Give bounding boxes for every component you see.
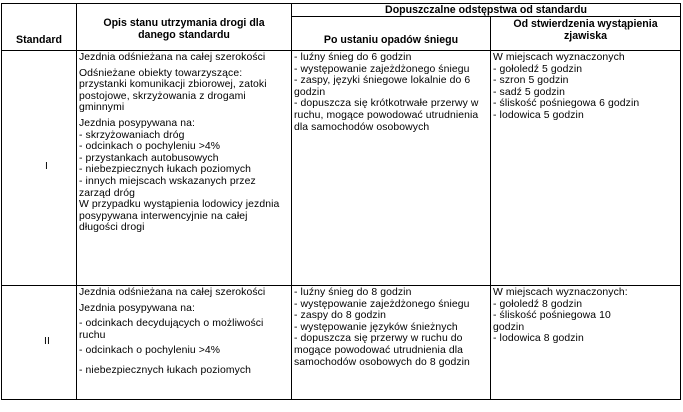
text-line: długości drogi — [79, 222, 145, 234]
text-line: - niebezpiecznych łukach poziomych — [79, 164, 252, 176]
text-line: Odśnieżane obiekty towarzyszące: — [79, 67, 243, 79]
col-divider-1 — [76, 3, 77, 400]
text-line: ruchu — [79, 329, 106, 341]
text-line: - gołoledź 5 godzin — [493, 63, 583, 75]
text-line: - zaspy do 8 godzin — [294, 310, 387, 322]
table-border-right — [680, 3, 681, 400]
header-subdivider — [291, 16, 681, 17]
text-line: W przypadku wystąpienia lodowicy jezdnia — [79, 199, 280, 211]
text-line: ruchu, mogące powodować utrudnienia — [294, 109, 479, 121]
header-po-ustaniu: Po ustaniu opadów śniegu — [323, 34, 459, 46]
text-line: - innych miejscach wskazanych przez — [79, 175, 256, 187]
col-divider-3 — [490, 16, 491, 400]
text-line: - sadź 5 godzin — [493, 86, 565, 98]
header-opis-line2: danego standardu — [138, 29, 230, 41]
text-line: - lodowica 8 godzin — [493, 333, 584, 345]
text-line: zarząd dróg — [79, 187, 135, 199]
row1-od-stwierdzenia-cell — [493, 52, 639, 122]
text-line: - dopuszcza się krótkotrwałe przerwy w — [294, 98, 479, 110]
text-line: samochodów osobowych do 8 godzin — [294, 356, 470, 368]
header-bottom-line — [1, 50, 681, 51]
text-line: gminnymi — [79, 102, 125, 114]
table-border-bottom — [1, 399, 681, 400]
text-line: Jezdnia odśnieżana na całej szerokości — [79, 52, 266, 63]
text-line: mogące powodować utrudnienia dla — [294, 344, 463, 356]
header-opis-line1: Opis stanu utrzymania drogi dla — [103, 17, 265, 29]
text-line: - gołoledź 8 godzin — [493, 298, 583, 310]
text-line: - śliskość pośniegowa 10 — [493, 310, 611, 322]
text-line: - występowanie języków śnieżnych — [294, 321, 458, 333]
text-line: posypywana interwencyjnie na całej — [79, 210, 248, 222]
header-dopuszczalne: Dopuszczalne odstępstwa od standardu — [385, 4, 587, 16]
row-standard-label: I — [45, 161, 48, 172]
header-od-stwierdzenia-line2: zjawiska — [564, 30, 607, 42]
text-line: - skrzyżowaniach dróg — [79, 129, 185, 141]
row1-po-ustaniu-cell — [294, 52, 479, 133]
text-line: W miejscach wyznaczonych — [493, 52, 625, 63]
text-line: - występowanie zajeżdżonego śniegu — [294, 63, 470, 75]
row-standard-label: II — [44, 336, 50, 347]
text-line: - niebezpiecznych łukach poziomych — [79, 364, 252, 376]
row1-opis-cell — [79, 52, 279, 234]
row2-od-stwierdzenia-cell — [493, 287, 628, 345]
text-line: - zaspy, języki śniegowe lokalnie do 6 — [294, 75, 471, 87]
text-line: Jezdnia posypywana na: — [79, 302, 195, 314]
text-line: - luźny śnieg do 8 godzin — [294, 287, 412, 298]
text-line: przystanki komunikacji zbiorowej, zatoki — [79, 79, 267, 91]
text-line: - występowanie zajeżdżonego śniegu — [294, 298, 470, 310]
text-line: - śliskość pośniegowa 6 godzin — [493, 98, 640, 110]
row-divider — [1, 285, 681, 286]
col-divider-2 — [291, 3, 292, 400]
text-line: postojowe, skrzyżowania z drogami — [79, 90, 246, 102]
text-line: - dopuszcza się przerwy w ruchu do — [294, 333, 463, 345]
header-standard: Standard — [16, 34, 62, 46]
text-line: Jezdnia odśnieżana na całej szerokości — [79, 287, 266, 298]
table-border-left — [1, 3, 2, 400]
row2-opis-cell — [79, 287, 265, 377]
row2-po-ustaniu-cell — [294, 287, 470, 368]
text-line: dla samochodów osobowych — [294, 121, 430, 133]
text-line: godzin — [294, 86, 326, 98]
text-line: - odcinkach decydujących o możliwości — [79, 318, 264, 330]
text-line: Jezdnia posypywana na: — [79, 117, 195, 129]
text-line: - przystankach autobusowych — [79, 152, 219, 164]
text-line: godzin — [493, 321, 525, 333]
text-line: W miejscach wyznaczonych: — [493, 287, 628, 298]
text-line: - lodowica 5 godzin — [493, 109, 584, 121]
text-line: - luźny śnieg do 6 godzin — [294, 52, 412, 63]
header-od-stwierdzenia-line1: Od stwierdzenia wystąpienia — [513, 18, 658, 30]
text-line: - odcinkach o pochyleniu >4% — [79, 141, 221, 153]
text-line: - szron 5 godzin — [493, 75, 569, 87]
text-line: - odcinkach o pochyleniu >4% — [79, 345, 221, 357]
